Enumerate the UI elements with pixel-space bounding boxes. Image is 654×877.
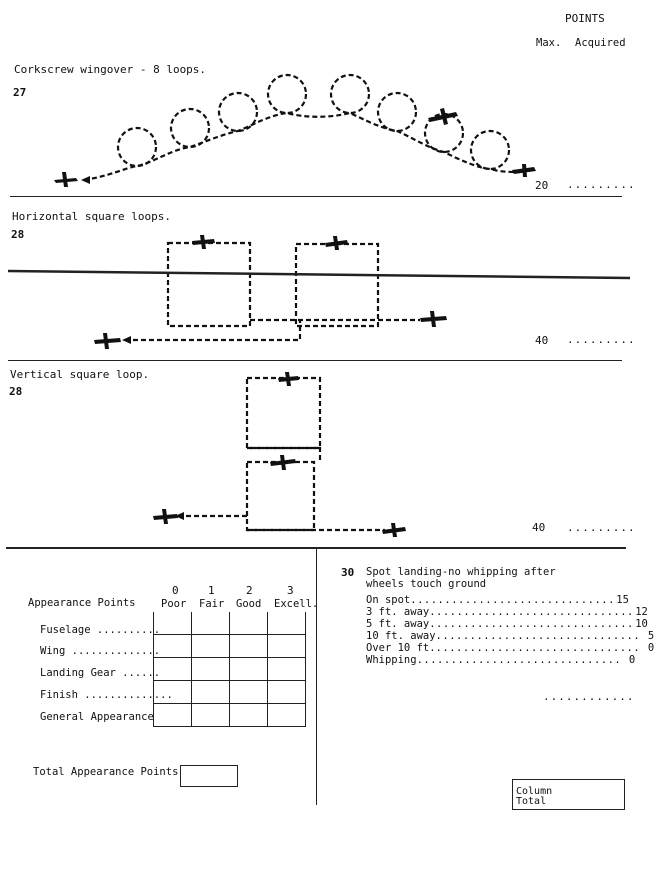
max-points: 20 [535, 179, 549, 192]
arrow-head [81, 176, 90, 184]
scale-word: Fair [199, 598, 225, 610]
loop-circle [118, 128, 156, 166]
maneuver-title: Corkscrew wingover - 8 loops. [14, 63, 207, 76]
maneuver-number: 28 [11, 228, 25, 241]
appearance-grid [153, 612, 306, 727]
square-loop-path [168, 243, 250, 326]
spot-landing-title: Spot landing-no whipping after [366, 566, 556, 578]
score-row: On spot .............................. 15 [366, 594, 629, 606]
column-total-label: Column [516, 786, 553, 797]
spot-landing-subtitle: wheels touch ground [366, 578, 487, 590]
points-heading: POINTS [565, 12, 605, 25]
scale-word: Excell. [274, 598, 319, 610]
airplane-icon [325, 236, 348, 250]
appearance-item: Landing Gear ...... [40, 667, 161, 679]
acquired-points-blank[interactable]: ......... [567, 178, 636, 191]
grid-row [154, 658, 306, 681]
loop-circle [471, 131, 509, 169]
scale-number: 3 [287, 584, 294, 597]
scale-word: Poor [161, 598, 187, 610]
airplane-icon [153, 509, 178, 524]
acquired-points-blank[interactable]: ......... [567, 521, 636, 534]
maneuver-title: Horizontal square loops. [12, 210, 171, 223]
score-row: 3 ft. away .............................. 12 [366, 606, 648, 618]
maneuver-title: Vertical square loop. [10, 368, 150, 381]
appearance-item: General Appearance [40, 711, 154, 723]
airplane-icon [512, 164, 536, 177]
airplane-icon [278, 372, 299, 386]
ground-line [8, 271, 630, 278]
max-column-label: Max. [536, 37, 562, 49]
square-loop-path [247, 378, 320, 448]
total-appearance-box[interactable] [180, 765, 238, 787]
appearance-title: Appearance Points [28, 597, 136, 609]
loop-circle [331, 75, 369, 113]
airplane-icon [428, 108, 458, 125]
spot-landing-blank[interactable]: ............ [543, 690, 635, 703]
score-row: Over 10 ft. .............................. 0 [366, 642, 654, 654]
airplane-icon [54, 172, 78, 187]
appearance-item: Finish .............. [40, 689, 173, 701]
score-row: 10 ft. away .............................. 5 [366, 630, 654, 642]
grid-row [154, 612, 306, 635]
maneuver-number: 27 [13, 86, 27, 99]
spot-landing-scores [366, 594, 654, 666]
scale-number: 0 [172, 584, 179, 597]
score-row: Whipping .............................. 0 [366, 654, 636, 666]
grid-row [154, 681, 306, 704]
scale-word: Good [236, 598, 262, 610]
airplane-icon [270, 455, 296, 470]
arrow-head [122, 336, 131, 344]
flight-path [125, 320, 420, 340]
square-loop-path [296, 244, 378, 326]
airplane-icon [94, 333, 121, 349]
flight-path [84, 113, 520, 180]
loop-circle [268, 75, 306, 113]
grid-row [154, 635, 306, 658]
appearance-item: Wing .............. [40, 645, 161, 657]
maneuver-number: 28 [9, 385, 23, 398]
total-appearance-label: Total Appearance Points [33, 766, 179, 778]
acquired-column-label: Acquired [575, 37, 626, 49]
grid-row [154, 704, 306, 727]
loop-circle [378, 93, 416, 131]
airplane-icon [192, 235, 215, 249]
score-row: 5 ft. away .............................. 10 [366, 618, 648, 630]
square-loop-path [247, 462, 314, 530]
appearance-item: Fuselage .......... [40, 624, 161, 636]
max-points: 40 [535, 334, 549, 347]
airplane-icon [382, 523, 406, 537]
airplane-icon [420, 311, 447, 327]
scale-number: 1 [208, 584, 215, 597]
spot-landing-number: 30 [341, 566, 355, 579]
column-total-label: Total [516, 796, 547, 807]
loop-circle [171, 109, 209, 147]
scale-number: 2 [246, 584, 253, 597]
acquired-points-blank[interactable]: ......... [567, 333, 636, 346]
max-points: 40 [532, 521, 546, 534]
